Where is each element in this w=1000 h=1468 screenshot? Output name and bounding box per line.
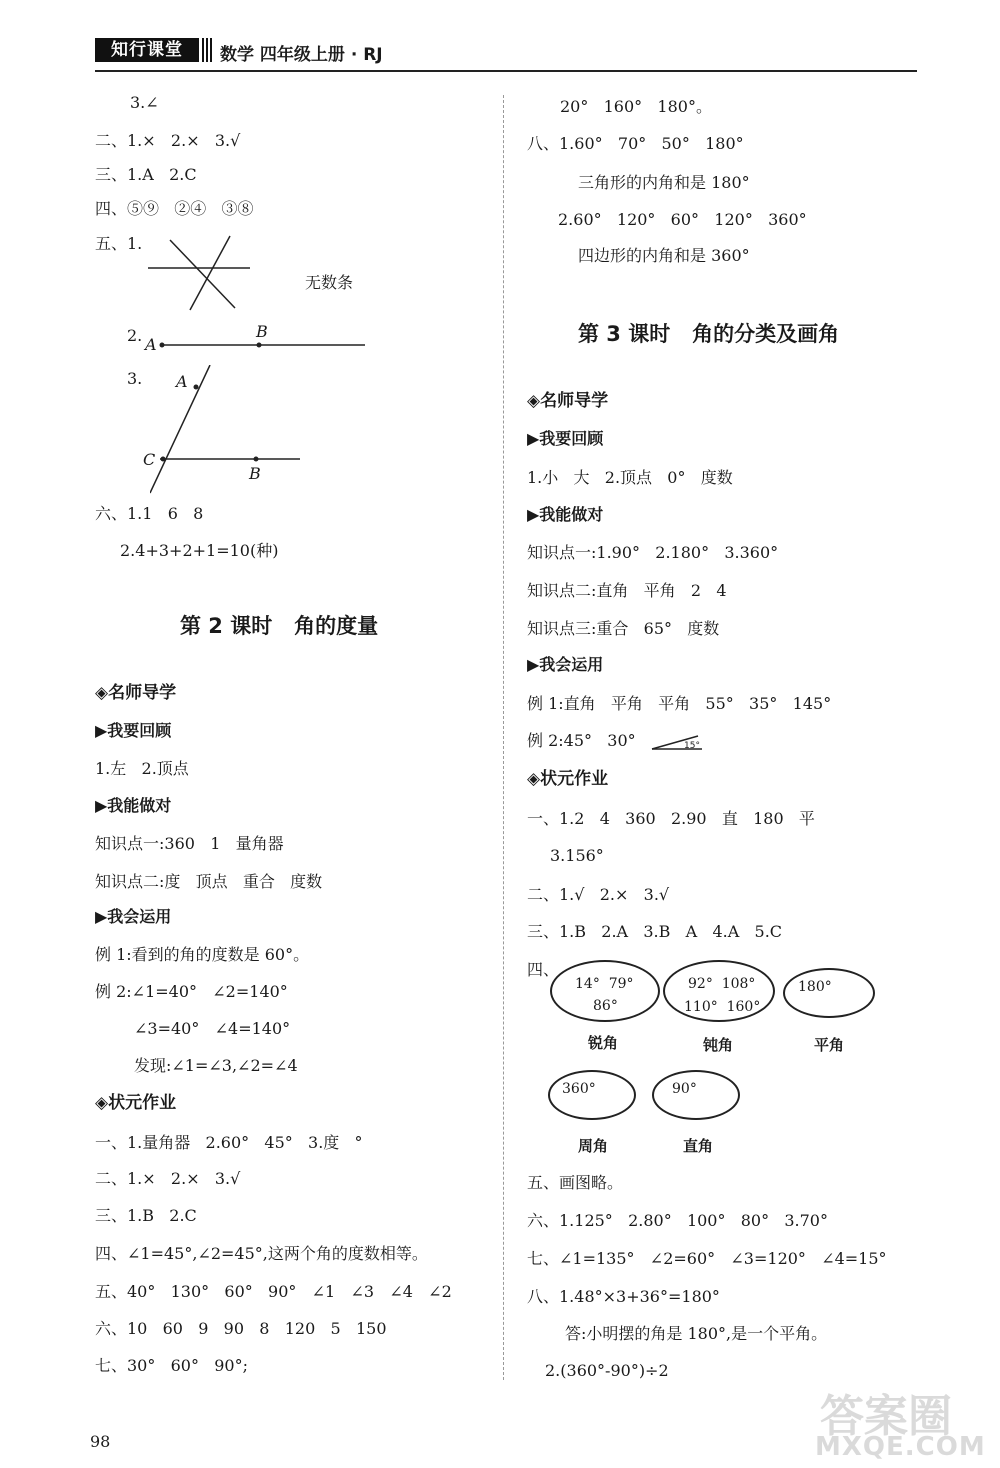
answer-line: 七、∠1=135° ∠2=60° ∠3=120° ∠4=15°	[527, 1249, 887, 1268]
ellipse-values: 180°	[798, 979, 832, 995]
answer-line: 三、1.B 2.C	[95, 1206, 197, 1225]
ellipse-label: 平角	[814, 1036, 845, 1054]
answer-line: 例 1:看到的角的度数是 60°。	[95, 945, 310, 964]
answer-line: 三角形的内角和是 180°	[578, 173, 750, 192]
subsection-heading: ▶我能做对	[527, 505, 604, 524]
figure-number: 3.	[127, 369, 143, 388]
answer-line: 八、1.48°×3+36°=180°	[527, 1287, 720, 1306]
answer-line: ∠3=40° ∠4=140°	[134, 1019, 291, 1038]
answer-line: 2.(360°-90°)÷2	[545, 1361, 669, 1380]
answer-line: 例 2:45° 30°	[527, 731, 636, 750]
answer-line: 1.左 2.顶点	[95, 759, 189, 778]
answer-line: 例 1:直角 平角 平角 55° 35° 145°	[527, 694, 832, 713]
answer-line: 三、1.A 2.C	[95, 165, 197, 184]
subsection-heading: ▶我要回顾	[527, 429, 604, 448]
subsection-heading: ▶我要回顾	[95, 721, 172, 740]
answer-line: 五、画图略。	[527, 1173, 624, 1192]
answer-line: 答:小明摆的角是 180°,是一个平角。	[565, 1324, 828, 1343]
answer-line: 八、1.60° 70° 50° 180°	[527, 134, 744, 153]
subsection-heading: ▶我能做对	[95, 796, 172, 815]
answer-line: 六、1.125° 2.80° 100° 80° 3.70°	[527, 1211, 828, 1230]
answer-line: 一、1.量角器 2.60° 45° 3.度 °	[95, 1133, 363, 1152]
answer-line: 知识点二:直角 平角 2 4	[527, 581, 727, 600]
logo-bars	[202, 38, 214, 62]
answer-line: 2.60° 120° 60° 120° 360°	[558, 210, 807, 229]
lesson-title: 第 2 课时 角的度量	[180, 614, 379, 638]
answer-line: 二、1.× 2.× 3.√	[95, 131, 241, 150]
answer-line: 七、30° 60° 90°;	[95, 1356, 248, 1375]
header-rule	[95, 70, 917, 72]
answer-line: 一、1.2 4 360 2.90 直 180 平	[527, 809, 815, 828]
page-number: 98	[90, 1432, 111, 1451]
ellipse-values: 110° 160°	[684, 999, 761, 1015]
point-label: A	[145, 335, 157, 354]
brand-logo: 知行课堂	[95, 38, 199, 62]
lesson-title: 第 3 课时 角的分类及画角	[578, 322, 840, 346]
point-label: C	[143, 450, 156, 469]
answer-line: 知识点二:度 顶点 重合 度数	[95, 872, 323, 891]
answer-line: 二、1.× 2.× 3.√	[95, 1169, 241, 1188]
intersecting-lines-figure	[140, 230, 270, 315]
subsection-heading: ▶我会运用	[527, 655, 604, 674]
point-label: B	[249, 464, 261, 483]
answer-line: 五、40° 130° 60° 90° ∠1 ∠3 ∠4 ∠2	[95, 1282, 452, 1301]
answer-line: 五、1.	[95, 234, 143, 253]
answer-line: 知识点一:360 1 量角器	[95, 834, 284, 853]
ellipse-values: 86°	[593, 998, 618, 1014]
answer-line: 六、1.1 6 8	[95, 504, 204, 523]
answer-line: 知识点三:重合 65° 度数	[527, 619, 720, 638]
angle-figure	[150, 365, 310, 495]
ellipse-label: 直角	[683, 1137, 714, 1155]
ellipse-label: 钝角	[703, 1036, 734, 1054]
ellipse-label: 周角	[578, 1137, 609, 1155]
figure-note: 无数条	[305, 273, 354, 292]
watermark-url: MXQE.COM	[815, 1432, 986, 1462]
answer-line: 发现:∠1=∠3,∠2=∠4	[134, 1056, 298, 1075]
point-label: A	[176, 372, 188, 391]
column-divider	[503, 95, 504, 1380]
answer-line: 四、∠1=45°,∠2=45°,这两个角的度数相等。	[95, 1244, 428, 1263]
answer-line: 三、1.B 2.A 3.B A 4.A 5.C	[527, 922, 783, 941]
answer-line: 四边形的内角和是 360°	[578, 246, 750, 265]
answer-line: 20° 160° 180°。	[560, 97, 712, 116]
watermark-logo: 答案圈	[820, 1391, 952, 1442]
answer-line: 四、⑤⑨ ②④ ③⑧	[95, 199, 254, 218]
answer-line: 知识点一:1.90° 2.180° 3.360°	[527, 543, 779, 562]
ellipse-label: 锐角	[588, 1034, 619, 1052]
answer-line: 二、1.√ 2.× 3.√	[527, 885, 670, 904]
answer-line: 3.156°	[550, 846, 604, 865]
answer-line: 1.小 大 2.顶点 0° 度数	[527, 468, 733, 487]
drawn-angle-figure	[650, 731, 705, 753]
answer-line: 2.4+3+2+1=10(种)	[120, 541, 279, 560]
header-subject: 数学 四年级上册 · RJ	[220, 45, 383, 65]
subsection-heading: ▶我会运用	[95, 907, 172, 926]
section-heading: ◈状元作业	[527, 769, 609, 789]
ellipse-values: 92° 108°	[688, 976, 756, 992]
section-heading: ◈状元作业	[95, 1093, 177, 1113]
answer-line: 六、10 60 9 90 8 120 5 150	[95, 1319, 387, 1338]
section-heading: ◈名师导学	[527, 391, 609, 411]
answer-line: 四、	[527, 960, 560, 979]
angle-label: 15°	[684, 741, 700, 751]
ray-ab-figure	[155, 340, 370, 350]
point-label: B	[256, 322, 268, 341]
answer-line: 例 2:∠1=40° ∠2=140°	[95, 982, 288, 1001]
answer-line: 3.∠	[130, 93, 159, 112]
ellipse-values: 360°	[562, 1081, 596, 1097]
figure-number: 2.	[127, 326, 143, 345]
section-heading: ◈名师导学	[95, 683, 177, 703]
ellipse-values: 14° 79°	[575, 976, 634, 992]
ellipse-values: 90°	[672, 1081, 697, 1097]
